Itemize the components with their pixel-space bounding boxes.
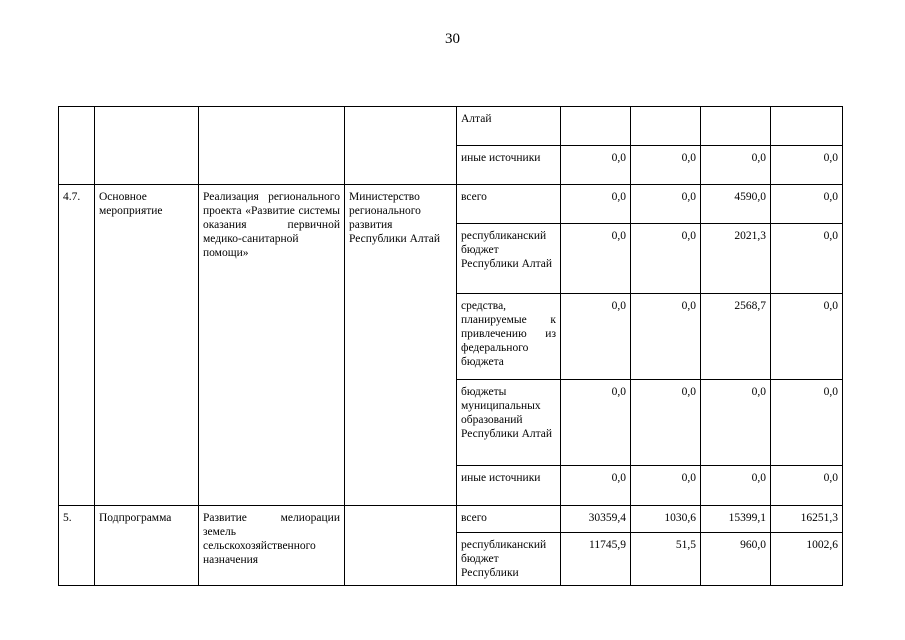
table-row <box>59 185 843 224</box>
cell-value: 2021,3 <box>701 224 771 294</box>
cell-type: Подпрограмма <box>95 506 199 586</box>
cell-value: 2568,7 <box>701 294 771 380</box>
cell-value: 1002,6 <box>771 533 843 586</box>
cell-executor: Министерство регионального развития Республики Алтай <box>345 185 457 506</box>
cell-source: всего <box>457 185 561 224</box>
cell-type <box>95 107 199 185</box>
table-row <box>59 506 843 533</box>
cell-value: 0,0 <box>771 146 843 185</box>
cell-value: 0,0 <box>701 146 771 185</box>
cell-source: республиканский бюджет Республики Алтай <box>457 224 561 294</box>
cell-name <box>199 107 345 185</box>
cell-value: 0,0 <box>771 466 843 506</box>
cell-value: 0,0 <box>631 146 701 185</box>
cell-value: 15399,1 <box>701 506 771 533</box>
cell-source: средства, планируемые к привлечению из федерального бюджета <box>457 294 561 380</box>
cell-source: всего <box>457 506 561 533</box>
cell-source: бюджеты муниципальных образований Республики Алтай <box>457 380 561 466</box>
cell-value <box>771 107 843 146</box>
cell-value: 51,5 <box>631 533 701 586</box>
cell-value: 0,0 <box>561 224 631 294</box>
cell-source: Алтай <box>457 107 561 146</box>
cell-source: иные источники <box>457 466 561 506</box>
cell-num: 4.7. <box>59 185 95 506</box>
cell-value: 4590,0 <box>701 185 771 224</box>
cell-type: Основное мероприятие <box>95 185 199 506</box>
cell-value: 0,0 <box>561 466 631 506</box>
cell-value: 0,0 <box>561 185 631 224</box>
cell-value: 0,0 <box>771 224 843 294</box>
cell-executor <box>345 506 457 586</box>
cell-value: 0,0 <box>561 380 631 466</box>
cell-value: 1030,6 <box>631 506 701 533</box>
cell-value: 960,0 <box>701 533 771 586</box>
cell-value: 0,0 <box>561 294 631 380</box>
cell-num: 5. <box>59 506 95 586</box>
page-number: 30 <box>445 31 460 47</box>
cell-source: республиканский бюджет Республики <box>457 533 561 586</box>
cell-value: 11745,9 <box>561 533 631 586</box>
cell-value: 0,0 <box>701 466 771 506</box>
cell-value: 0,0 <box>631 294 701 380</box>
cell-value: 0,0 <box>561 146 631 185</box>
cell-value <box>631 107 701 146</box>
cell-source: иные источники <box>457 146 561 185</box>
cell-name: Развитие мелиорации земель сельскохозяйственного назначения <box>199 506 345 586</box>
cell-value: 0,0 <box>631 466 701 506</box>
cell-value: 16251,3 <box>771 506 843 533</box>
cell-value: 0,0 <box>701 380 771 466</box>
cell-value: 0,0 <box>631 185 701 224</box>
cell-num <box>59 107 95 185</box>
cell-name: Реализация регионального проекта «Развитие системы оказания первичной медико-санитарной помощи» <box>199 185 345 506</box>
budget-table <box>58 106 843 586</box>
table-row <box>59 107 843 146</box>
cell-value: 0,0 <box>771 294 843 380</box>
cell-value <box>561 107 631 146</box>
cell-value: 0,0 <box>771 185 843 224</box>
cell-executor <box>345 107 457 185</box>
cell-value: 30359,4 <box>561 506 631 533</box>
cell-value: 0,0 <box>631 224 701 294</box>
cell-value: 0,0 <box>631 380 701 466</box>
cell-value: 0,0 <box>771 380 843 466</box>
cell-value <box>701 107 771 146</box>
